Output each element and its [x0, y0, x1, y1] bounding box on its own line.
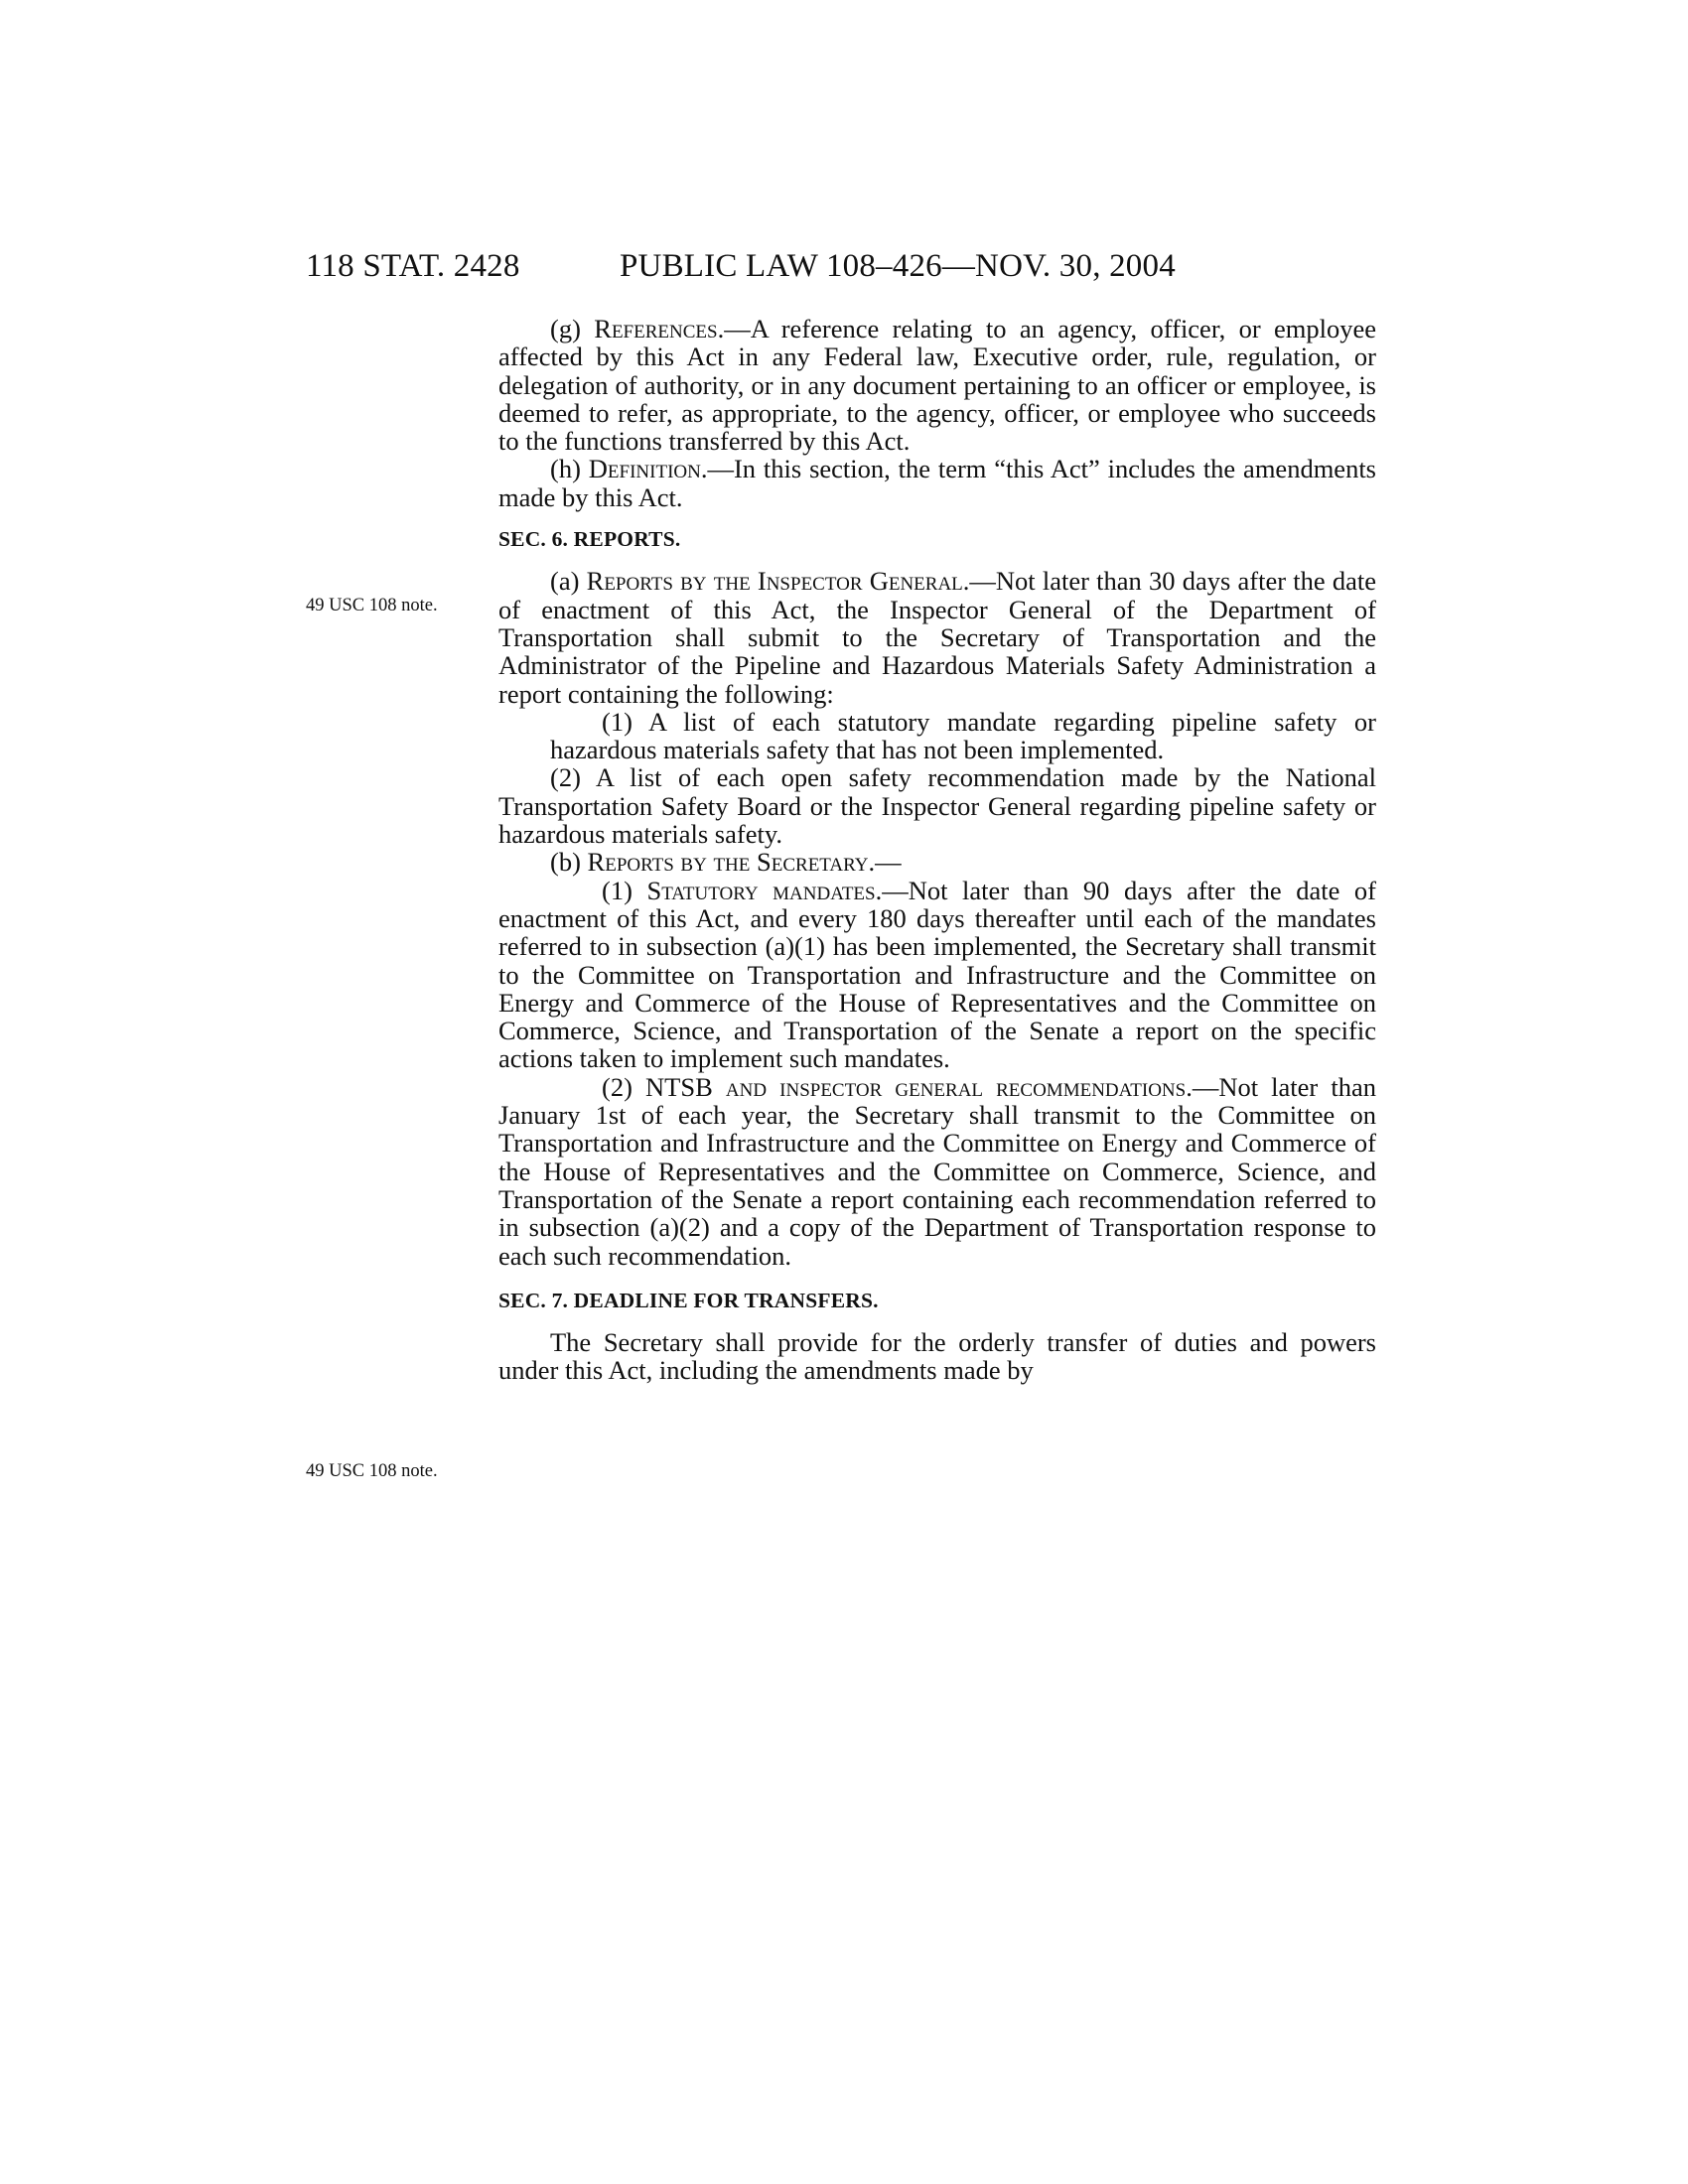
- section-6-b-1-heading: Statutory mandates: [646, 875, 876, 905]
- subsection-g-heading: References: [594, 314, 718, 343]
- document-body: [498, 315, 1376, 1385]
- section-6-heading: SEC. 6. REPORTS.: [498, 527, 681, 552]
- section-6-a-heading: Reports by the Inspector General: [586, 566, 963, 597]
- subsection-h: (h) Definition.—In this section, the term “this Act” includes the amendments made by this Act.: [498, 454, 1376, 512]
- section-6-a-text: Not later than 30 days after the date of enactment of this Act, the Inspector General of the Department of Transportation shall submit to the Secretary of Transportation and the Administrator of the Pipeline and Hazardous Materials Safety Administration a report containing the following:: [498, 566, 1376, 709]
- section-6-b-label: (b): [550, 847, 581, 878]
- section-6-b-2: (2) NTSB and inspector general recommendations.—Not later than January 1st of each year, the Secretary shall transmit to the Committee on Transportation and Infrastructure and the Committee on Energy and Commerce of the House of Representatives and the Committee on Commerce, Science, and Transportation of the Senate a report containing each recommendation referred to in subsection (a)(2) and a copy of the Department of Transportation response to each such recommendation.: [498, 1071, 1376, 1271]
- subsection-h-heading: Definition: [588, 454, 701, 484]
- section-6-a: (a) Reports by the Inspector General.—Not later than 30 days after the date of enactment of this Act, the Inspector General of the Department of Transportation shall submit to the Secretary of Transportation and the Administrator of the Pipeline and Hazardous Materials Safety Administration a report containing the following:: [498, 566, 1376, 709]
- subsection-h-text: In this section, the term “this Act” includes the amendments made by this Act.: [498, 454, 1376, 512]
- section-6-b-2-text: Not later than January 1st of each year, the Secretary shall transmit to the Committee on Transportation and Infrastructure and the Committee on Energy and Commerce of the House of Representatives and the Committee on Commerce, Science, and Transportation of the Senate a report containing each recommendation referred to in subsection (a)(2) and a copy of the Department of Transportation response to each such recommendation.: [498, 1071, 1376, 1271]
- subsection-h-label: (h): [550, 454, 581, 484]
- section-6-b-2-heading: and inspector general recommendations: [725, 1071, 1187, 1102]
- law-title: PUBLIC LAW 108–426—NOV. 30, 2004: [620, 248, 1176, 284]
- section-6-b-2-label: (2): [602, 1071, 633, 1102]
- section-6-b: (b) Reports by the Secretary.—: [550, 847, 902, 878]
- section-7-text: The Secretary shall provide for the orderly transfer of duties and powers under this Act, including the amendments made by: [498, 1327, 1376, 1386]
- subsection-g: (g) References.—A reference relating to an agency, officer, or employee affected by this Act in any Federal law, Executive order, rule, regulation, or delegation of authority, or in any document pertaining to an officer or employee, is deemed to refer, as appropriate, to the agency, officer, or employee who succeeds to the functions transferred by this Act.: [498, 314, 1377, 457]
- section-6-b-1-label: (1): [602, 875, 633, 905]
- section-6-a-1: (1) A list of each statutory mandate regarding pipeline safety or hazardous materials safety that has not been implemented.: [550, 706, 1376, 765]
- margin-note-sec7: 49 USC 108 note.: [306, 1461, 438, 1481]
- stat-citation: 118 STAT. 2428: [306, 248, 520, 284]
- section-6-b-2-heading-ntsb: NTSB: [645, 1071, 713, 1102]
- subsection-g-text: A reference relating to an agency, officer, or employee affected by this Act in any Federal law, Executive order, rule, regulation, or delegation of authority, or in any document pertaining to an officer or employee, is deemed to refer, as appropriate, to the agency, officer, or employee who succeeds to the functions transferred by this Act.: [498, 314, 1377, 457]
- section-6-b-1-text: Not later than 90 days after the date of enactment of this Act, and every 180 days thereafter until each of the mandates referred to in subsection (a)(1) has been implemented, the Secretary shall transmit to the Committee on Transportation and Infrastructure and the Committee on Energy and Commerce of the House of Representatives and the Committee on Commerce, Science, and Transportation of the Senate a report on the specific actions taken to implement such mandates.: [498, 875, 1376, 1074]
- section-6-b-heading: Reports by the Secretary: [587, 847, 869, 878]
- section-6-a-label: (a): [550, 566, 580, 597]
- section-6-a-2: (2) A list of each open safety recommendation made by the National Transportation Safety Board or the Inspector General regarding pipeline safety or hazardous materials safety.: [498, 762, 1376, 850]
- subsection-g-label: (g): [550, 314, 581, 343]
- section-7-heading: SEC. 7. DEADLINE FOR TRANSFERS.: [498, 1288, 879, 1312]
- section-6-b-1: (1) Statutory mandates.—Not later than 90 days after the date of enactment of this Act, and every 180 days thereafter until each of the mandates referred to in subsection (a)(1) has been implemented, the Secretary shall transmit to the Committee on Transportation and Infrastructure and the Committee on Energy and Commerce of the House of Representatives and the Committee on Commerce, Science, and Transportation of the Senate a report on the specific actions taken to implement such mandates.: [498, 875, 1376, 1074]
- margin-note-sec6: 49 USC 108 note.: [306, 596, 438, 615]
